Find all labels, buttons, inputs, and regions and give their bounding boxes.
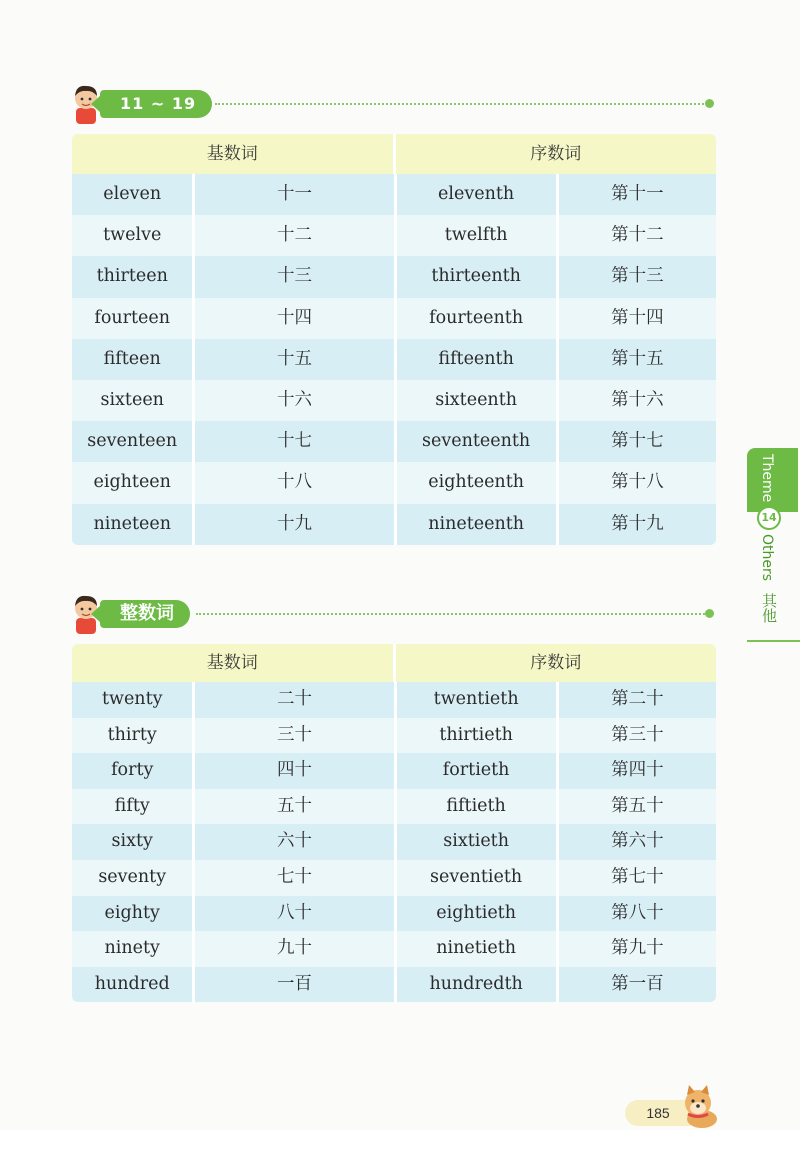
ordinal-word: twelfth (394, 215, 556, 256)
divider-end-dot (705, 609, 714, 618)
table-row (72, 462, 716, 503)
ordinal-chinese: 第十七 (556, 421, 716, 462)
cardinal-word: forty (111, 760, 154, 781)
page-bottom-margin (0, 1130, 800, 1153)
header-ordinal: 序数词 (393, 644, 717, 682)
table-row (72, 298, 716, 339)
ordinal-chinese: 第一百 (556, 967, 716, 1003)
table-row (72, 504, 716, 545)
ordinal-word: eleventh (394, 174, 556, 215)
table-header (72, 134, 716, 174)
table-row (72, 860, 716, 896)
ordinal-chinese: 第十六 (556, 380, 716, 421)
section-title: 整数词 (100, 600, 190, 628)
header-ordinal: 序数词 (393, 134, 717, 174)
cardinal-word: ninety (104, 938, 160, 959)
cardinal-chinese: 七十 (192, 860, 393, 896)
cardinal-chinese: 三十 (192, 718, 393, 754)
cardinal-word: twenty (101, 689, 163, 709)
ordinal-word: eightieth (394, 896, 556, 932)
table-row (72, 380, 716, 421)
cardinal-word: fifteen (103, 348, 161, 369)
ordinal-chinese: 第七十 (556, 860, 716, 896)
table-row (72, 896, 716, 932)
cardinal-chinese: 六十 (192, 824, 393, 860)
table-row (72, 967, 716, 1003)
cardinal-word: sixty (111, 831, 153, 852)
cardinal-chinese: 十三 (192, 256, 393, 297)
ordinal-word: ninetieth (394, 931, 556, 967)
ordinal-word: fourteenth (394, 298, 556, 339)
section-title: 11 ~ 19 (100, 90, 212, 118)
ordinal-chinese: 第二十 (556, 682, 716, 718)
cardinal-chinese: 九十 (192, 931, 393, 967)
cardinal-chinese: 十二 (192, 215, 393, 256)
cardinal-word: seventeen (87, 431, 178, 452)
table-row (72, 824, 716, 860)
ordinal-word: sixteenth (394, 380, 556, 421)
table-row (72, 421, 716, 462)
divider-end-dot (705, 99, 714, 108)
ordinal-word: seventeenth (394, 421, 556, 462)
table-row (72, 931, 716, 967)
cardinal-word: seventy (98, 866, 167, 887)
theme-underline (747, 640, 800, 642)
theme-english-name: Others (759, 534, 775, 582)
ordinal-chinese: 第十一 (556, 174, 716, 215)
table-row (72, 256, 716, 297)
ordinal-chinese: 第四十 (556, 753, 716, 789)
ordinal-chinese: 第十三 (556, 256, 716, 297)
table-11-19 (72, 134, 716, 545)
ordinal-word: fortieth (394, 753, 556, 789)
cardinal-word: fourteen (94, 307, 171, 328)
ordinal-chinese: 第十九 (556, 504, 716, 545)
cardinal-word: fifty (114, 795, 150, 816)
dog-mascot-icon (676, 1083, 722, 1129)
cardinal-chinese: 十六 (192, 380, 393, 421)
ordinal-chinese: 第五十 (556, 789, 716, 825)
ordinal-word: seventieth (394, 860, 556, 896)
cardinal-word: nineteen (93, 513, 171, 534)
ordinal-word: sixtieth (394, 824, 556, 860)
cardinal-chinese: 八十 (192, 896, 393, 932)
ordinal-chinese: 第六十 (556, 824, 716, 860)
table-row (72, 682, 716, 718)
table-row (72, 174, 716, 215)
header-cardinal: 基数词 (206, 653, 258, 673)
cardinal-chinese: 四十 (192, 753, 393, 789)
ordinal-chinese: 第九十 (556, 931, 716, 967)
table-tens (72, 644, 716, 1002)
section-heading-tens (70, 592, 720, 636)
ordinal-chinese: 第十八 (556, 462, 716, 503)
page-number: 185 (625, 1100, 691, 1126)
cardinal-word: eighteen (93, 472, 171, 493)
cardinal-chinese: 十九 (192, 504, 393, 545)
dotted-divider (215, 103, 708, 105)
ordinal-word: nineteenth (394, 504, 556, 545)
table-row (72, 339, 716, 380)
ordinal-chinese: 第十二 (556, 215, 716, 256)
ordinal-chinese: 第八十 (556, 896, 716, 932)
dotted-divider (196, 613, 708, 615)
table-header (72, 644, 716, 682)
section-heading-11-19 (70, 82, 720, 126)
cardinal-chinese: 十八 (192, 462, 393, 503)
cardinal-word: eighty (104, 902, 160, 923)
cardinal-chinese: 十一 (192, 174, 393, 215)
table-row (72, 215, 716, 256)
ordinal-word: fifteenth (394, 339, 556, 380)
theme-tab (747, 448, 800, 648)
theme-chinese-name: 其他 (760, 593, 778, 623)
cardinal-chinese: 十七 (192, 421, 393, 462)
cardinal-word: thirty (107, 724, 157, 745)
ordinal-chinese: 第十四 (556, 298, 716, 339)
cardinal-chinese: 十四 (192, 298, 393, 339)
header-cardinal: 基数词 (206, 144, 258, 164)
cardinal-word: sixteen (100, 389, 164, 410)
table-row (72, 789, 716, 825)
cardinal-word: eleven (103, 184, 162, 204)
ordinal-chinese: 第三十 (556, 718, 716, 754)
table-row (72, 753, 716, 789)
cardinal-word: thirteen (96, 266, 168, 287)
theme-label: Theme (759, 454, 775, 503)
ordinal-chinese: 第十五 (556, 339, 716, 380)
ordinal-word: thirteenth (394, 256, 556, 297)
cardinal-word: twelve (103, 225, 162, 246)
cardinal-chinese: 二十 (192, 682, 393, 718)
ordinal-word: eighteenth (394, 462, 556, 503)
cardinal-word: hundred (94, 973, 170, 994)
ordinal-word: thirtieth (394, 718, 556, 754)
ordinal-word: fiftieth (394, 789, 556, 825)
ordinal-word: hundredth (394, 967, 556, 1003)
cardinal-chinese: 一百 (192, 967, 393, 1003)
cardinal-chinese: 十五 (192, 339, 393, 380)
cardinal-chinese: 五十 (192, 789, 393, 825)
ordinal-word: twentieth (394, 682, 556, 718)
theme-number-badge: 14 (757, 506, 781, 530)
table-row (72, 718, 716, 754)
